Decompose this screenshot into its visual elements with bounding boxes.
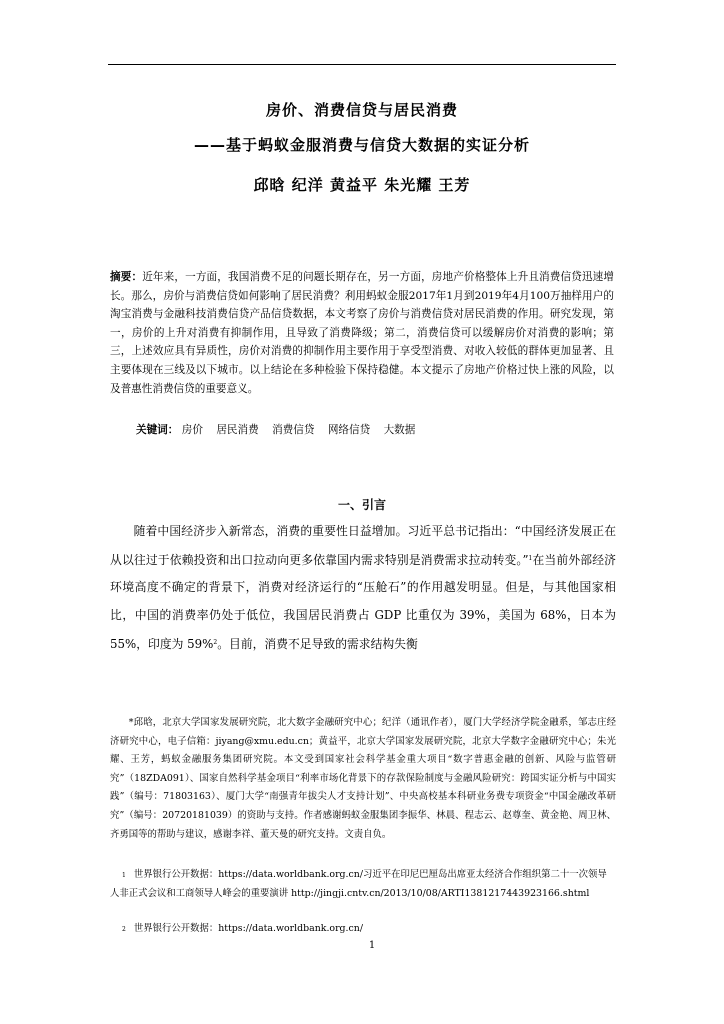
keyword: 居民消费 [216,424,259,436]
author-note-text: *邱晗，北京大学国家发展研究院，北大数字金融研究中心；纪洋（通讯作者），厦门大学经济学院金融系，邹志庄经济研究中心，电子信箱：jiyang@xmu.edu.cn；黄益平，北京大学国家发展研究院，北京大学数字金融研究中心；朱光耀、王芳，蚂蚁金融服务集团研究院。本文受到国家社会科学基金重大项目“数字普惠金融的创新、风险与监管研究”（18ZDA091）、国家自然科学基金项目“利率市场化背景下的存款保险制度与金融风险研究：跨国实证分析与中国实践”（编号：71803163）、厦门大学“南强青年拔尖人才支持计划”、中央高校基本科研业务费专项资金“中国金融改革研究”（编号：20720181039）的资助与支持。作者感谢蚂蚁金服集团李振华、林晨、程志云、赵尊奎、黄金艳、周卫林、齐勇国等的帮助与建议，感谢李祥、董天曼的研究支持。文责自负。 [110,717,616,840]
author-note [110,714,616,844]
header-rule [108,64,616,65]
intro-text-2: 在当前外部经济环境高度不确定的背景下，消费对经济运行的“压舱石”的作用越发明显。但是，与其他国家相比，中国的消费率仍处于低位，我国居民消费占 GDP 比重仅为 39%，美国为 68%，日本为 55%，印度为 59% [110,553,616,651]
footnote-number: 1 [122,872,126,879]
abstract-text: 近年来，一方面，我国消费不足的问题长期存在，另一方面，房地产价格整体上升且消费信贷迅速增长。那么，房价与消费信贷如何影响了居民消费？利用蚂蚁金服2017年1月到2019年4月100万抽样用户的淘宝消费与金融科技消费信贷产品信贷数据，本文考察了房价与消费信贷对居民消费的作用。研究发现，第一，房价的上升对消费有抑制作用，且导致了消费降级；第二，消费信贷可以缓解房价对消费的影响；第三，上述效应具有异质性，房价对消费的抑制作用主要作用于享受型消费、对收入较低的群体更加显著、且主要体现在三线及以下城市。以上结论在多种检验下保持稳健。本文提示了房地产价格过快上涨的风险，以及普惠性消费信贷的重要意义。 [110,271,615,395]
abstract-label: 摘要： [110,271,143,283]
intro-text-1: 随着中国经济步入新常态，消费的重要性日益增加。习近平总书记指出：“中国经济发展正在从以往过于依赖投资和出口拉动向更多依靠国内需求特别是消费需求拉动转变。” [110,524,616,568]
keyword: 消费信贷 [272,424,315,436]
paper-title: 房价、消费信贷与居民消费 [265,101,458,119]
footnote-number: 2 [122,926,126,933]
page-number: 1 [368,940,376,951]
paper-subtitle: ——基于蚂蚁金服消费与信贷大数据的实证分析 [193,136,530,154]
paper-authors: 邱晗 纪洋 黄益平 朱光耀 王芳 [253,176,471,194]
section-heading: 一、引言 [337,498,386,512]
intro-text-3: 。目前，消费不足导致的需求结构失衡 [217,636,418,651]
footnote-1 [110,866,616,903]
footnote-ref[interactable]: 2 [213,638,218,646]
keywords [136,422,425,437]
footnote-text: 世界银行公开数据：https://data.worldbank.org.cn/ [133,923,363,934]
keywords-label: 关键词： [136,424,179,436]
keyword: 房价 [181,424,203,436]
abstract [110,268,614,398]
intro-paragraph [110,518,616,658]
footnote-ref[interactable]: 1 [528,555,533,563]
footnote-2 [110,920,616,939]
keyword: 大数据 [383,424,416,436]
footnote-text: 世界银行公开数据：https://data.worldbank.org.cn/习近平在印尼巴厘岛出席亚太经济合作组织第二十一次领导人非正式会议和工商领导人峰会的重要演讲 http://jingji.cntv.cn/2013/10/08/ARTI1381217443923166.shtml [110,869,607,899]
keyword: 网络信贷 [327,424,371,436]
